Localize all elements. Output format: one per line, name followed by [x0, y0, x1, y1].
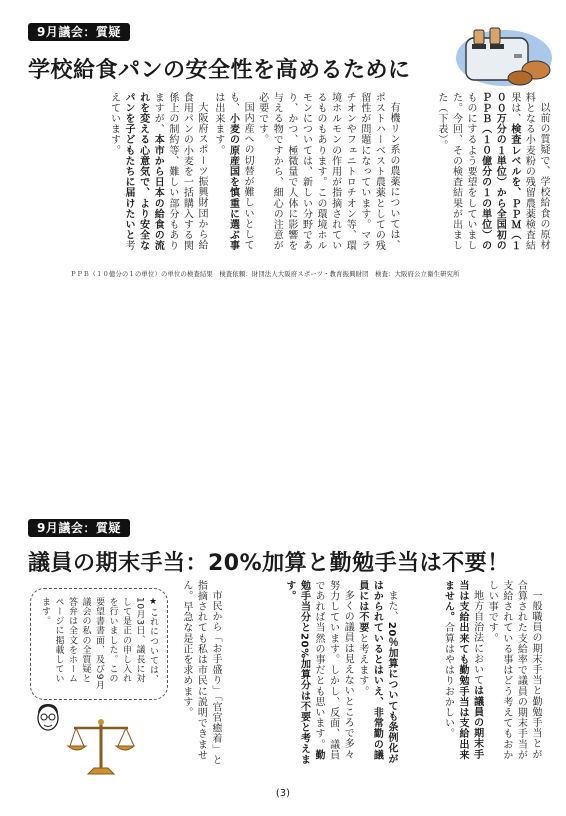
- section1-column-2: [212, 92, 400, 260]
- person-face-icon: [34, 702, 62, 734]
- s1c1-text-1: 以前の質疑で、学校給食の原材料となる小麦粉の残留農薬検査結果は、: [508, 92, 549, 251]
- toaster-bread-icon: [452, 18, 552, 88]
- s1c3-text-1: 大阪府スポーツ振興財団から給食用パンの小麦を一括購入する関係上の制約等、難しい部分もありますが、: [152, 92, 207, 251]
- section1-column-1: [416, 92, 550, 260]
- table-caption: ＰＰＢ（１０億分の１の単位）の単位の検査結果 検査依頼：財団法人大阪府スポーツ・教育振興財団 検査：大阪府公立衛生研究所: [70, 271, 460, 278]
- s2c1-text-4: 合算はやはりおかしい。: [442, 622, 454, 740]
- section1-headline: 学校給食パンの安全性を高めるために: [28, 58, 411, 83]
- section2-column-2: [228, 580, 398, 766]
- s2c3-text-1: 市民から「お手盛り」「官官癒着」と指摘されても私は市民に説明できません。早急な是正を求めます。: [180, 580, 221, 766]
- section1-column-3: [28, 92, 208, 260]
- note-box: [30, 588, 168, 700]
- s2c1-text-3: は議員の期末手当は支給出来ても勤勉手当は支給出来ません。: [442, 580, 483, 761]
- section2-badge: 9月議会：質疑: [28, 519, 130, 537]
- s2c2-text-3: と考えます。: [356, 633, 368, 697]
- s1c2-text-4: は出来ます。: [212, 92, 224, 156]
- s2c2-text-5: 勤勉手当分と20%加算分は不要と考えます。: [283, 580, 325, 765]
- s2c1-text-1: 一般職員の期末手当と勤勉手当とが合算された支給率で議員の期末手当が支給されている事はどう考えてもおかしい事です。: [486, 580, 541, 761]
- s2c2-text-1: また、: [386, 590, 397, 622]
- s1c2-text-1: 有機リン系の農薬については、ポストハーベスト農薬としての残留性が問題になっています。マラチオンやフェニトロチオン等、環境ホルモンの作用が指摘されているものもあります。この環境ホルモンについては、新しい分野であり、かつ、極微量で人体に影響を与える物ですから、細心の注意が必要です。: [256, 92, 399, 251]
- s1c3-text-2: 本市から日本の給食の流れを変える心意気で、より安全なパンを子どもたちに届けたいと: [123, 92, 164, 252]
- s2c2-text-4: 多くの議員は見えないところで多々努力しています。しかし、反面、議員であれば当然の事だとも思います。: [313, 580, 354, 761]
- s2c2-text-2: 20％加算についても条例化がはかられているとはいえ、非常勤の議員には不要: [356, 580, 397, 765]
- s2c1-text-2: 地方自治法において: [471, 590, 483, 686]
- s1c2-text-2: 国内産への切替が難しいとしても、: [227, 92, 254, 251]
- note-text: ★これについては、10月3日、議長に対して是正の申し入れを行いました。この要望書書面、及び9月議会の私の全質疑と答弁は全文をホームページに掲載しています。: [40, 597, 158, 690]
- s1c1-text-3: ものにするよう要望をしていました。今回、その検査結果が出ました（下表）。: [435, 92, 477, 251]
- section1-badge: 9月議会：質疑: [28, 23, 130, 41]
- s1c3-text-3: 考えています。: [108, 92, 135, 252]
- page-number: (3): [275, 788, 291, 799]
- scales-icon: [66, 716, 136, 778]
- section2-column-3: [176, 580, 222, 766]
- s1c2-text-3: 小麦の原産国を慎重に選ぶ事: [227, 113, 239, 252]
- section2-headline: 議員の期末手当：20%加算と勤勉手当は不要！: [28, 551, 510, 576]
- section2-column-1: [408, 580, 542, 766]
- s1c1-text-2: 検査レベルを、ＰＰＭ（１００万分の１単位）から全国初のＰＰＢ（１０億分の１の単位）の: [479, 92, 520, 252]
